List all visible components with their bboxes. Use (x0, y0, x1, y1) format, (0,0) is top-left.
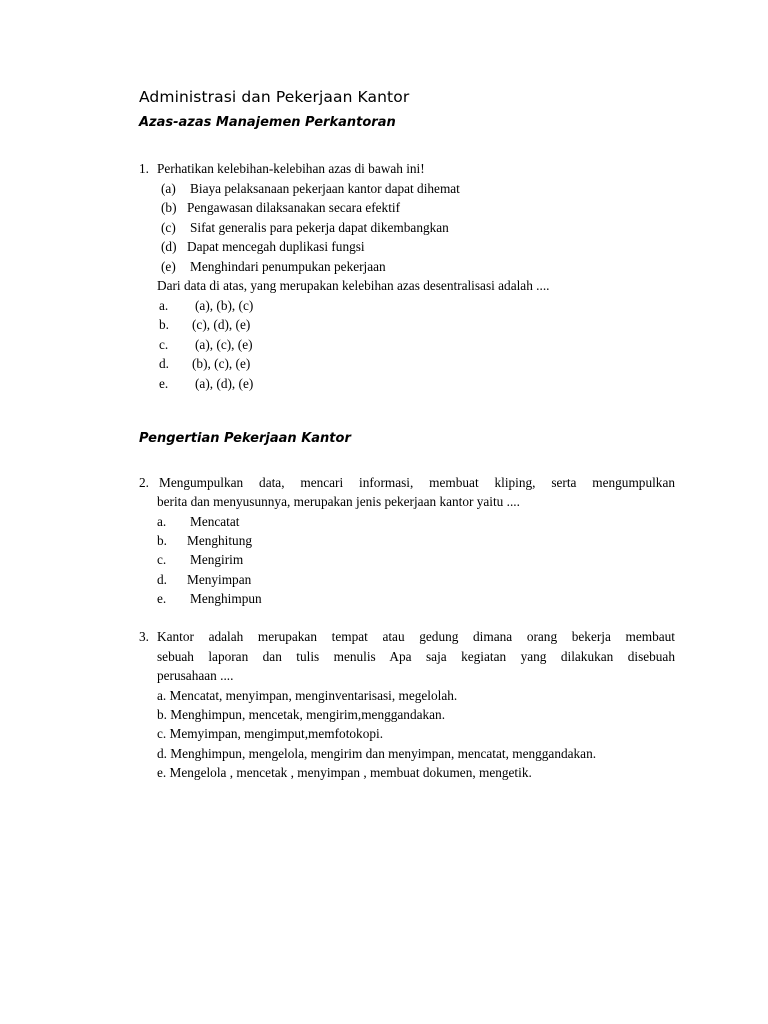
q1-item (161, 198, 400, 218)
q2-option-label: d. (157, 572, 167, 587)
q2-option-text: Mencatat (190, 514, 240, 529)
q1-option-label: b. (159, 317, 169, 332)
q1-item-text: Biaya pelaksanaan pekerjaan kantor dapat dihemat (190, 181, 460, 196)
q2-option (157, 570, 251, 590)
q2-option-text: Menyimpan (187, 572, 252, 587)
q1-option-text: (a), (b), (c) (195, 298, 254, 313)
document-title: Administrasi dan Pekerjaan Kantor (139, 88, 410, 106)
q1-option-text: (b), (c), (e) (192, 356, 251, 371)
q2-option-text: Menghimpun (190, 591, 262, 606)
q2-text-line: berita dan menyusunnya, merupakan jenis pekerjaan kantor yaitu .... (157, 494, 520, 509)
q3-option: e. Mengelola , mencetak , menyimpan , membuat dokumen, mengetik. (157, 765, 532, 780)
q2-option-label: c. (157, 552, 167, 567)
q3-text-line: Kantor adalah merupakan tempat atau gedung dimana orang bekerja membaut (157, 629, 675, 644)
q1-item-text: Pengawasan dilaksanakan secara efektif (187, 200, 401, 215)
q1-option-text: (a), (c), (e) (195, 337, 253, 352)
q1-item-label: (b) (161, 200, 177, 215)
q2-text-line: Mengumpulkan data, mencari informasi, membuat kliping, serta mengumpulkan (159, 475, 675, 490)
q1-option-text: (c), (d), (e) (192, 317, 251, 332)
q1-option-label: d. (159, 356, 169, 371)
q2-option-text: Mengirim (190, 552, 244, 567)
q2-option-label: e. (157, 591, 167, 606)
q1-item-label: (e) (161, 259, 176, 274)
q1-item (161, 218, 449, 238)
q2-option (157, 589, 262, 609)
q2-number: 2. (139, 475, 149, 490)
q1-number: 1. (139, 161, 149, 176)
q3-option: b. Menghimpun, mencetak, mengirim,menggandakan. (157, 707, 446, 722)
q1-item-label: (d) (161, 239, 177, 254)
q3-option: a. Mencatat, menyimpan, menginventarisasi, megelolah. (157, 688, 458, 703)
q2-option-label: a. (157, 514, 167, 529)
q1-option (159, 335, 253, 355)
q3-text-line: perusahaan .... (157, 668, 234, 683)
q1-item (161, 179, 460, 199)
q3-option: c. Memyimpan, mengimput,memfotokopi. (157, 726, 384, 741)
q1-item (161, 257, 386, 277)
q3-number: 3. (139, 629, 149, 644)
q2-option-text: Menghitung (187, 533, 253, 548)
q1-option-label: c. (159, 337, 169, 352)
q2-option (157, 550, 243, 570)
q1-option-text: (a), (d), (e) (195, 376, 254, 391)
q1-item (161, 237, 365, 257)
q1-item-text: Sifat generalis para pekerja dapat dikembangkan (190, 220, 449, 235)
q1-option-label: e. (159, 376, 169, 391)
q1-prompt: Perhatikan kelebihan-kelebihan azas di bawah ini! (157, 161, 425, 176)
q2-option (157, 512, 239, 532)
q1-item-text: Dapat mencegah duplikasi fungsi (187, 239, 365, 254)
q1-option-label: a. (159, 298, 169, 313)
q1-question: Dari data di atas, yang merupakan kelebihan azas desentralisasi adalah .... (157, 278, 550, 293)
q1-item-label: (a) (161, 181, 176, 196)
q3-option: d. Menghimpun, mengelola, mengirim dan menyimpan, mencatat, menggandakan. (157, 746, 597, 761)
q2-option (157, 531, 252, 551)
q2-option-label: b. (157, 533, 167, 548)
q1-option (159, 296, 253, 316)
q1-item-label: (c) (161, 220, 176, 235)
section-heading-azas: Azas-azas Manajemen Perkantoran (139, 115, 396, 130)
q1-option (159, 315, 250, 335)
q1-prompt-line (139, 159, 425, 179)
q1-item-text: Menghindari penumpukan pekerjaan (190, 259, 386, 274)
q1-option (159, 354, 250, 374)
q3-text-line: sebuah laporan dan tulis menulis Apa saja kegiatan yang dilakukan disebuah (157, 649, 675, 664)
section-heading-pengertian: Pengertian Pekerjaan Kantor (139, 431, 351, 446)
q1-option (159, 374, 253, 394)
